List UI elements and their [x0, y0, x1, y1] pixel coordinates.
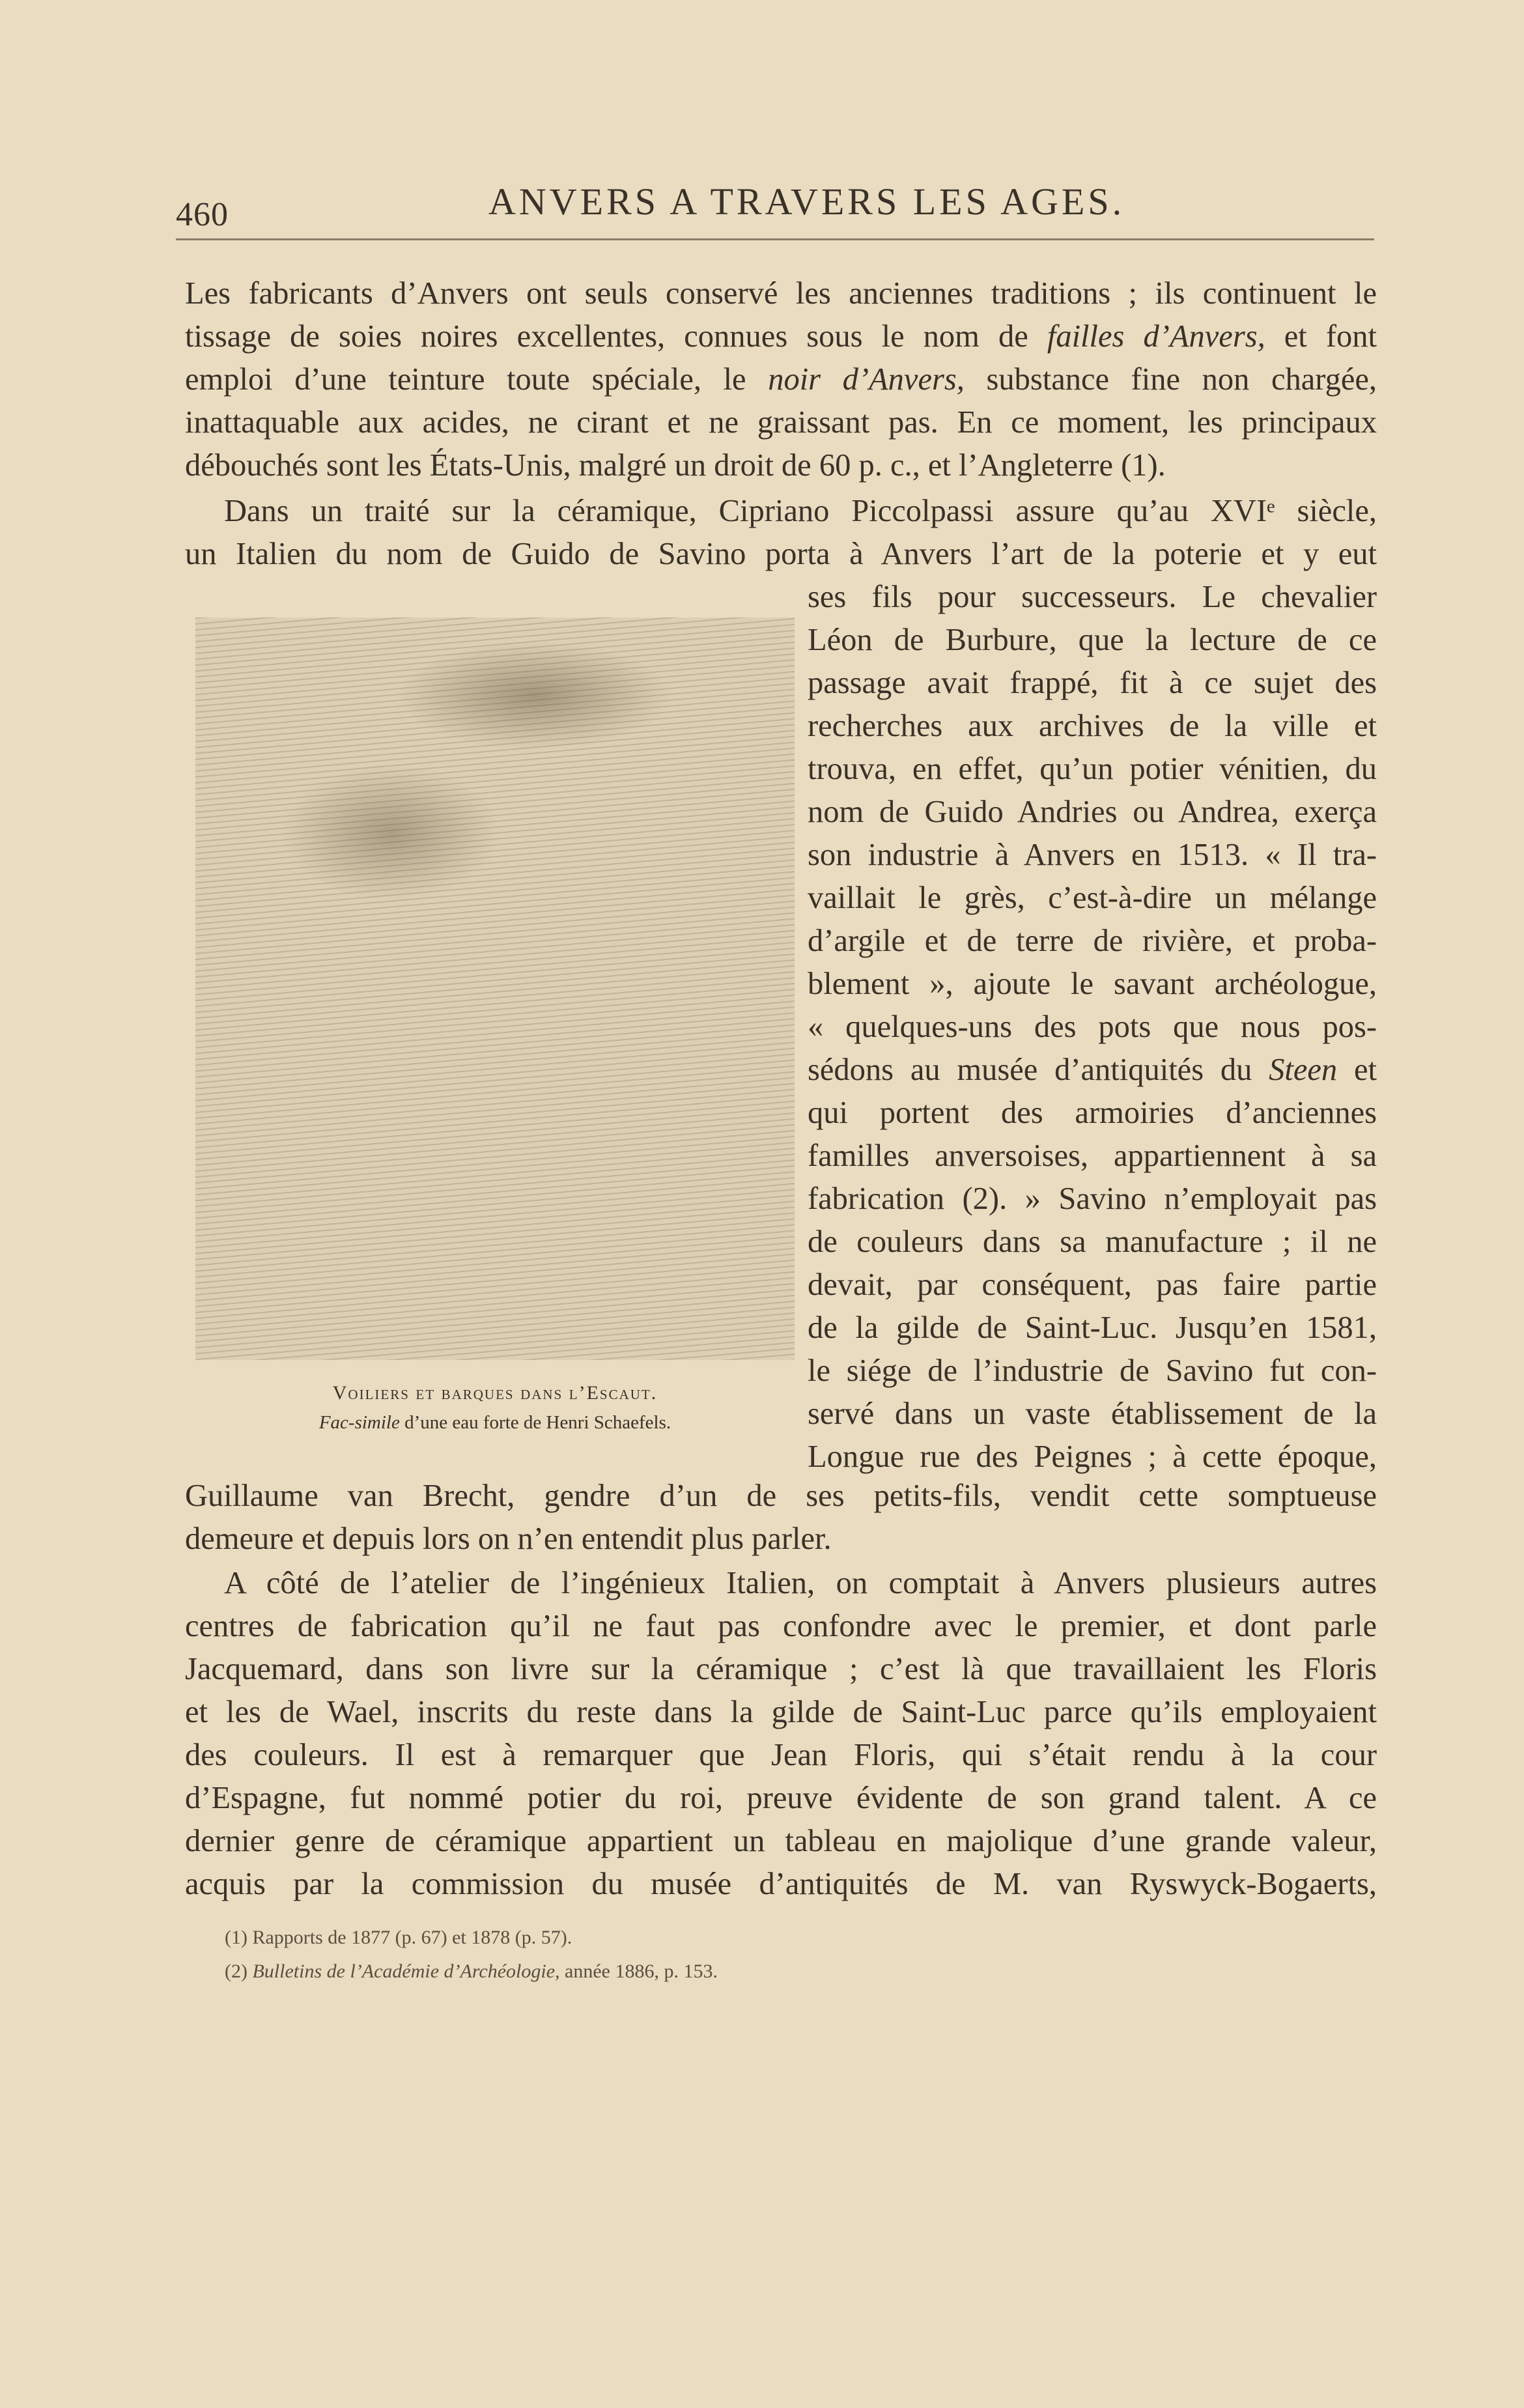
figure-caption-credit: Fac-simile d’une eau forte de Henri Schaefels. [318, 1412, 671, 1433]
text-line: dernier genre de céramique appartient un tableau en majolique d’une grande valeur, [185, 1824, 1377, 1858]
text-line: débouchés sont les États-Unis, malgré un droit de 60 p. c., et l’Angleterre (1). [185, 448, 1166, 483]
text-line: acquis par la commission du musée d’antiquités de M. van Ryswyck-Bogaerts, [185, 1867, 1377, 1901]
footnote-1: (1) Rapports de 1877 (p. 67) et 1878 (p. 57). [225, 1927, 572, 1948]
text-line: « quelques-uns des pots que nous pos- [808, 1010, 1377, 1044]
text-line: demeure et depuis lors on n’en entendit plus parler. [185, 1522, 832, 1556]
running-title: ANVERS A TRAVERS LES AGES. [488, 180, 1125, 223]
text-line: Les fabricants d’Anvers ont seuls conservé les anciennes traditions ; ils continuent le [185, 276, 1377, 311]
text-line: devait, par conséquent, pas faire partie [808, 1268, 1377, 1302]
figure-caption-title: Voiliers et barques dans l’Escaut. [332, 1382, 658, 1404]
text-line: fabrication (2). » Savino n’employait pas [808, 1182, 1377, 1216]
text-line: sédons au musée d’antiquités du Steen et [808, 1053, 1377, 1087]
text-line: de la gilde de Saint-Luc. Jusqu’en 1581, [808, 1310, 1377, 1345]
text-line: Jacquemard, dans son livre sur la céramique ; c’est là que travaillaient les Floris [185, 1652, 1377, 1686]
text-line: familles anversoises, appartiennent à sa [808, 1139, 1377, 1173]
text-line: son industrie à Anvers en 1513. « Il tra- [808, 838, 1377, 872]
text-line: des couleurs. Il est à remarquer que Jean Floris, qui s’était rendu à la cour [185, 1738, 1377, 1772]
page-number: 460 [176, 196, 229, 233]
text-line: emploi d’une teinture toute spéciale, le noir d’Anvers, substance fine non chargée, [185, 362, 1377, 397]
text-line: ses fils pour successeurs. Le chevalier [808, 580, 1377, 614]
text-line: d’argile et de terre de rivière, et proba- [808, 924, 1377, 958]
text-line: et les de Wael, inscrits du reste dans la gilde de Saint-Luc parce qu’ils employaient [185, 1695, 1377, 1729]
etching-illustration [195, 617, 795, 1360]
text-line: Longue rue des Peignes ; à cette époque, [808, 1439, 1377, 1474]
text-line: un Italien du nom de Guido de Savino porta à Anvers l’art de la poterie et y eut [185, 537, 1377, 571]
text-line: trouva, en effet, qu’un potier vénitien, du [808, 752, 1377, 786]
text-line: recherches aux archives de la ville et [808, 709, 1377, 743]
text-line: tissage de soies noires excellentes, connues sous le nom de failles d’Anvers, et font [185, 319, 1377, 354]
text-line: vaillait le grès, c’est-à-dire un mélange [808, 881, 1377, 915]
text-line: blement », ajoute le savant archéologue, [808, 967, 1377, 1001]
text-line: centres de fabrication qu’il ne faut pas confondre avec le premier, et dont parle [185, 1609, 1377, 1643]
header-rule [176, 238, 1374, 240]
text-line: Léon de Burbure, que la lecture de ce [808, 623, 1377, 657]
text-line: passage avait frappé, fit à ce sujet des [808, 666, 1377, 700]
text-line: Guillaume van Brecht, gendre d’un de ses petits-fils, vendit cette somptueuse [185, 1479, 1377, 1513]
text-line: le siége de l’industrie de Savino fut con- [808, 1353, 1377, 1388]
text-line: A côté de l’atelier de l’ingénieux Italien, on comptait à Anvers plusieurs autres [224, 1566, 1377, 1600]
text-line: d’Espagne, fut nommé potier du roi, preuve évidente de son grand talent. A ce [185, 1781, 1377, 1815]
text-line: de couleurs dans sa manufacture ; il ne [808, 1225, 1377, 1259]
text-line: inattaquable aux acides, ne cirant et ne graissant pas. En ce moment, les principaux [185, 405, 1377, 440]
text-line: nom de Guido Andries ou Andrea, exerça [808, 795, 1377, 829]
text-line: qui portent des armoiries d’anciennes [808, 1096, 1377, 1130]
text-line: Dans un traité sur la céramique, Cipriano Piccolpassi assure qu’au XVIᵉ siècle, [224, 494, 1377, 528]
text-line: servé dans un vaste établissement de la [808, 1396, 1377, 1431]
footnote-2: (2) Bulletins de l’Académie d’Archéologie, année 1886, p. 153. [225, 1961, 718, 1982]
